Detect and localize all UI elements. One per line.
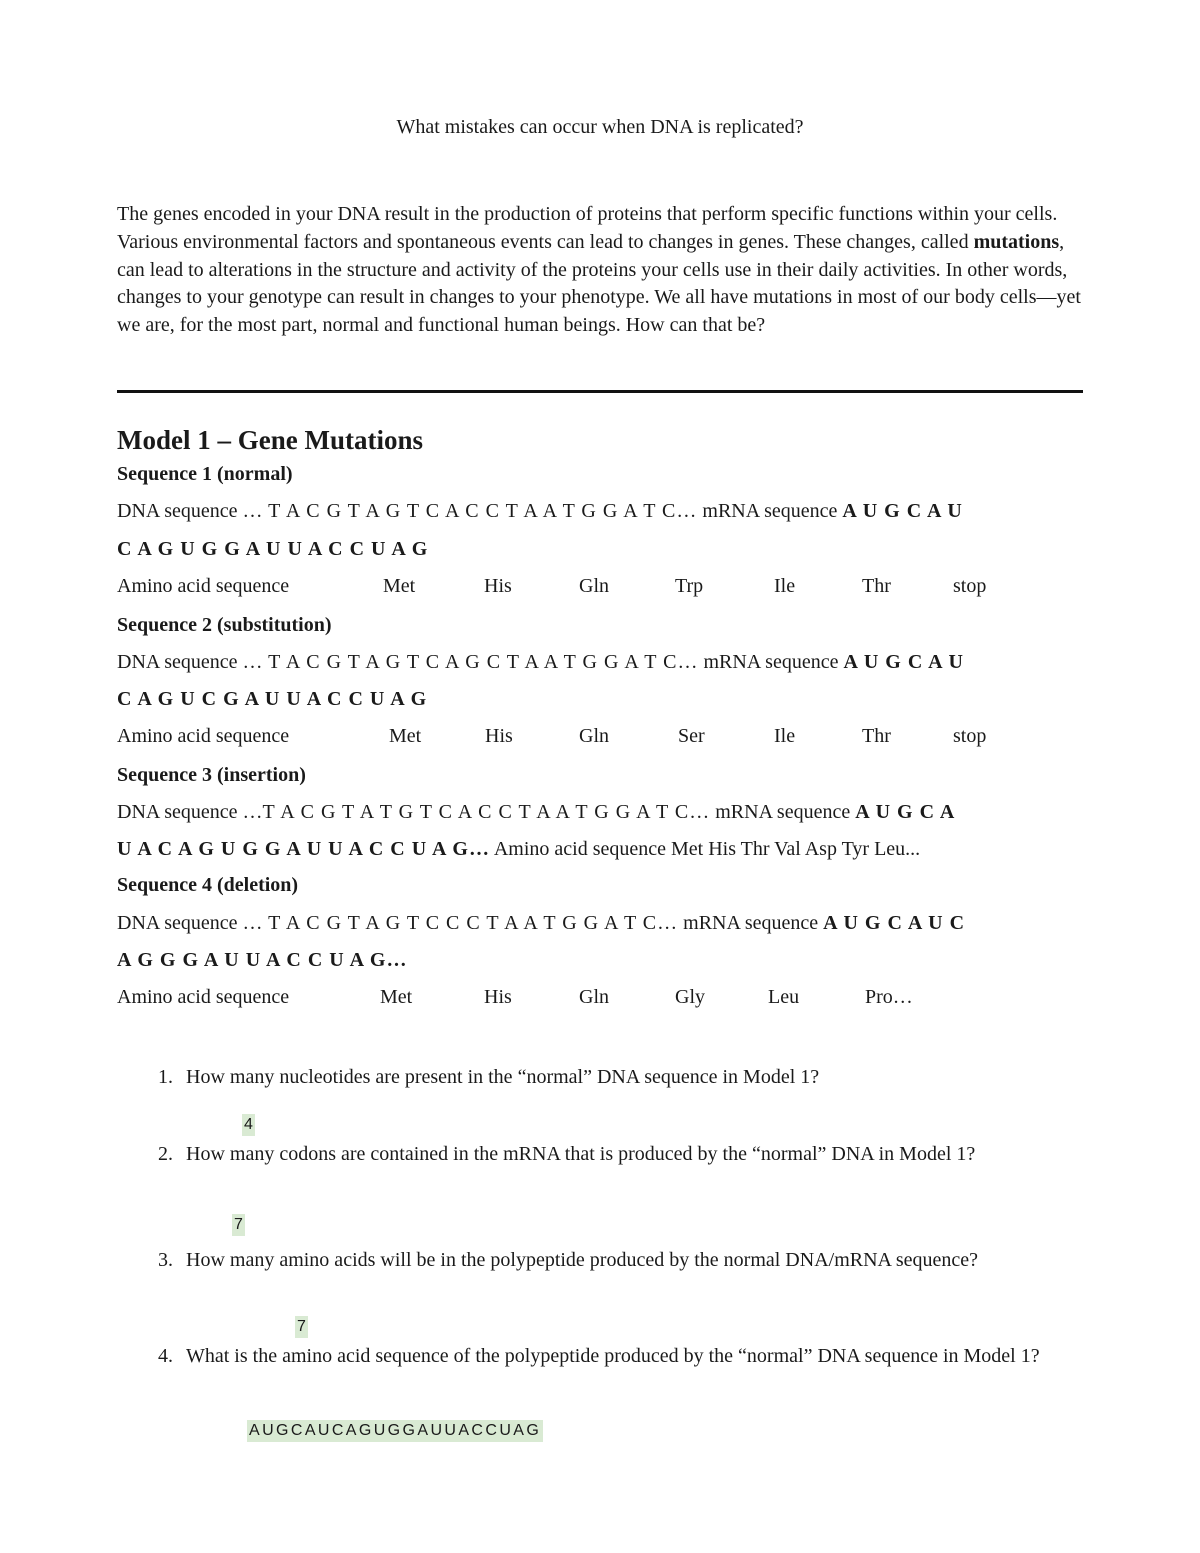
aa-item: Thr [862, 575, 891, 597]
question-text: How many codons are contained in the mRNA that is produced by the “normal” DNA in Model 1? [186, 1143, 976, 1165]
dna-sequence: T A C G T A G T C A C C T A A T G G A T C… [262, 500, 698, 522]
dna-label: DNA sequence … [117, 651, 263, 673]
aa-item: Ile [774, 725, 796, 747]
question-4 [158, 1343, 1088, 1371]
dna-sequence: T A C G T A T G T C A C C T A A T G G A T C… [262, 801, 711, 823]
aa-item: Thr [862, 725, 891, 747]
answer-4-field[interactable]: AUGCAUCAGUGGAUUACCUAG [247, 1420, 543, 1442]
sequence-1-heading: Sequence 1 (normal) [117, 463, 293, 485]
aa-item: Gln [579, 575, 609, 597]
aa-item: Gln [579, 986, 609, 1008]
sequence-3-mrna-and-aa [117, 838, 920, 861]
mrna-sequence-start: A U G C A U C [823, 912, 966, 934]
question-1 [158, 1064, 1088, 1092]
mrna-sequence-start: A U G C A U [842, 500, 963, 522]
question-text: How many nucleotides are present in the “normal” DNA sequence in Model 1? [186, 1066, 820, 1088]
intro-text-2: , can lead to alterations in the structure and activity of the proteins your cells use in their daily activities. In other words, changes to your genotype can result in changes to your phenotype. We all have mutations in most of our body cells—yet we are, for the most part, normal and functional human beings. How can that be? [117, 230, 1081, 337]
aa-item: Ser [678, 725, 705, 747]
aa-item: Met [383, 575, 416, 597]
aa-item: Ile [774, 575, 796, 597]
question-number: 4. [158, 1345, 173, 1367]
question-2 [158, 1141, 1088, 1169]
dna-label: DNA sequence … [117, 801, 263, 823]
dna-label: DNA sequence … [117, 500, 263, 522]
aa-item: His [485, 725, 513, 747]
mrna-sequence-continued: U A C A G U G G A U U A C C U A G… [117, 838, 490, 860]
aa-item: Met [389, 725, 422, 747]
answer-3-field[interactable]: 7 [295, 1316, 308, 1338]
question-number: 2. [158, 1143, 173, 1165]
sequence-2-aa-label: Amino acid sequence [117, 725, 290, 747]
aa-item: Trp [675, 575, 704, 597]
intro-paragraph [117, 201, 1085, 340]
aa-item: Pro… [865, 986, 913, 1008]
sequence-1-dna-line [117, 500, 963, 523]
question-number: 1. [158, 1066, 173, 1088]
mrna-label: mRNA sequence [710, 801, 856, 823]
sequence-3-heading: Sequence 3 (insertion) [117, 764, 306, 786]
intro-bold-term: mutations [973, 230, 1060, 253]
mrna-sequence-start: A U G C A [855, 801, 956, 823]
model-heading: Model 1 – Gene Mutations [117, 425, 423, 455]
sequence-4-mrna-continued: A G G G A U U A C C U A G… [117, 949, 408, 971]
aa-item: stop [953, 575, 987, 597]
aa-item: Gln [579, 725, 609, 747]
sequence-1-mrna-continued: C A G U G G A U U A C C U A G [117, 538, 429, 560]
aa-item: stop [953, 725, 987, 747]
aa-item: His [484, 575, 512, 597]
aa-item: Gly [675, 986, 705, 1008]
dna-sequence: T A C G T A G T C A G C T A A T G G A T C… [262, 651, 699, 673]
question-text: How many amino acids will be in the polypeptide produced by the normal DNA/mRNA sequence? [186, 1249, 979, 1271]
aa-item: Met [380, 986, 413, 1008]
mrna-label: mRNA sequence [698, 651, 844, 673]
question-text: What is the amino acid sequence of the polypeptide produced by the “normal” DNA sequence in Model 1? [186, 1345, 1040, 1367]
aa-inline: Amino acid sequence Met His Thr Val Asp Tyr Leu... [489, 838, 921, 860]
intro-text-1: The genes encoded in your DNA result in the production of proteins that perform specific functions within your cells. Various environmental factors and spontaneous events can lead to changes in genes. These changes, called [117, 203, 1058, 253]
horizontal-divider [117, 390, 1083, 393]
answer-1-field[interactable]: 4 [242, 1114, 255, 1136]
sequence-2-dna-line [117, 651, 964, 674]
page-title: What mistakes can occur when DNA is replicated? [396, 116, 804, 138]
sequence-4-dna-line [117, 912, 965, 935]
mrna-label: mRNA sequence [678, 912, 824, 934]
sequence-3-dna-line [117, 801, 955, 824]
dna-label: DNA sequence … [117, 912, 263, 934]
dna-sequence: T A C G T A G T C C C T A A T G G A T C… [262, 912, 679, 934]
question-3 [158, 1247, 1088, 1275]
aa-item: His [484, 986, 512, 1008]
sequence-4-heading: Sequence 4 (deletion) [117, 874, 299, 896]
aa-item: Leu [768, 986, 800, 1008]
mrna-sequence-start: A U G C A U [843, 651, 964, 673]
answer-2-field[interactable]: 7 [232, 1214, 245, 1236]
sequence-2-mrna-continued: C A G U C G A U U A C C U A G [117, 688, 428, 710]
sequence-1-aa-label: Amino acid sequence [117, 575, 290, 597]
sequence-4-aa-label: Amino acid sequence [117, 986, 290, 1008]
mrna-label: mRNA sequence [697, 500, 843, 522]
question-number: 3. [158, 1249, 173, 1271]
sequence-2-heading: Sequence 2 (substitution) [117, 614, 332, 636]
